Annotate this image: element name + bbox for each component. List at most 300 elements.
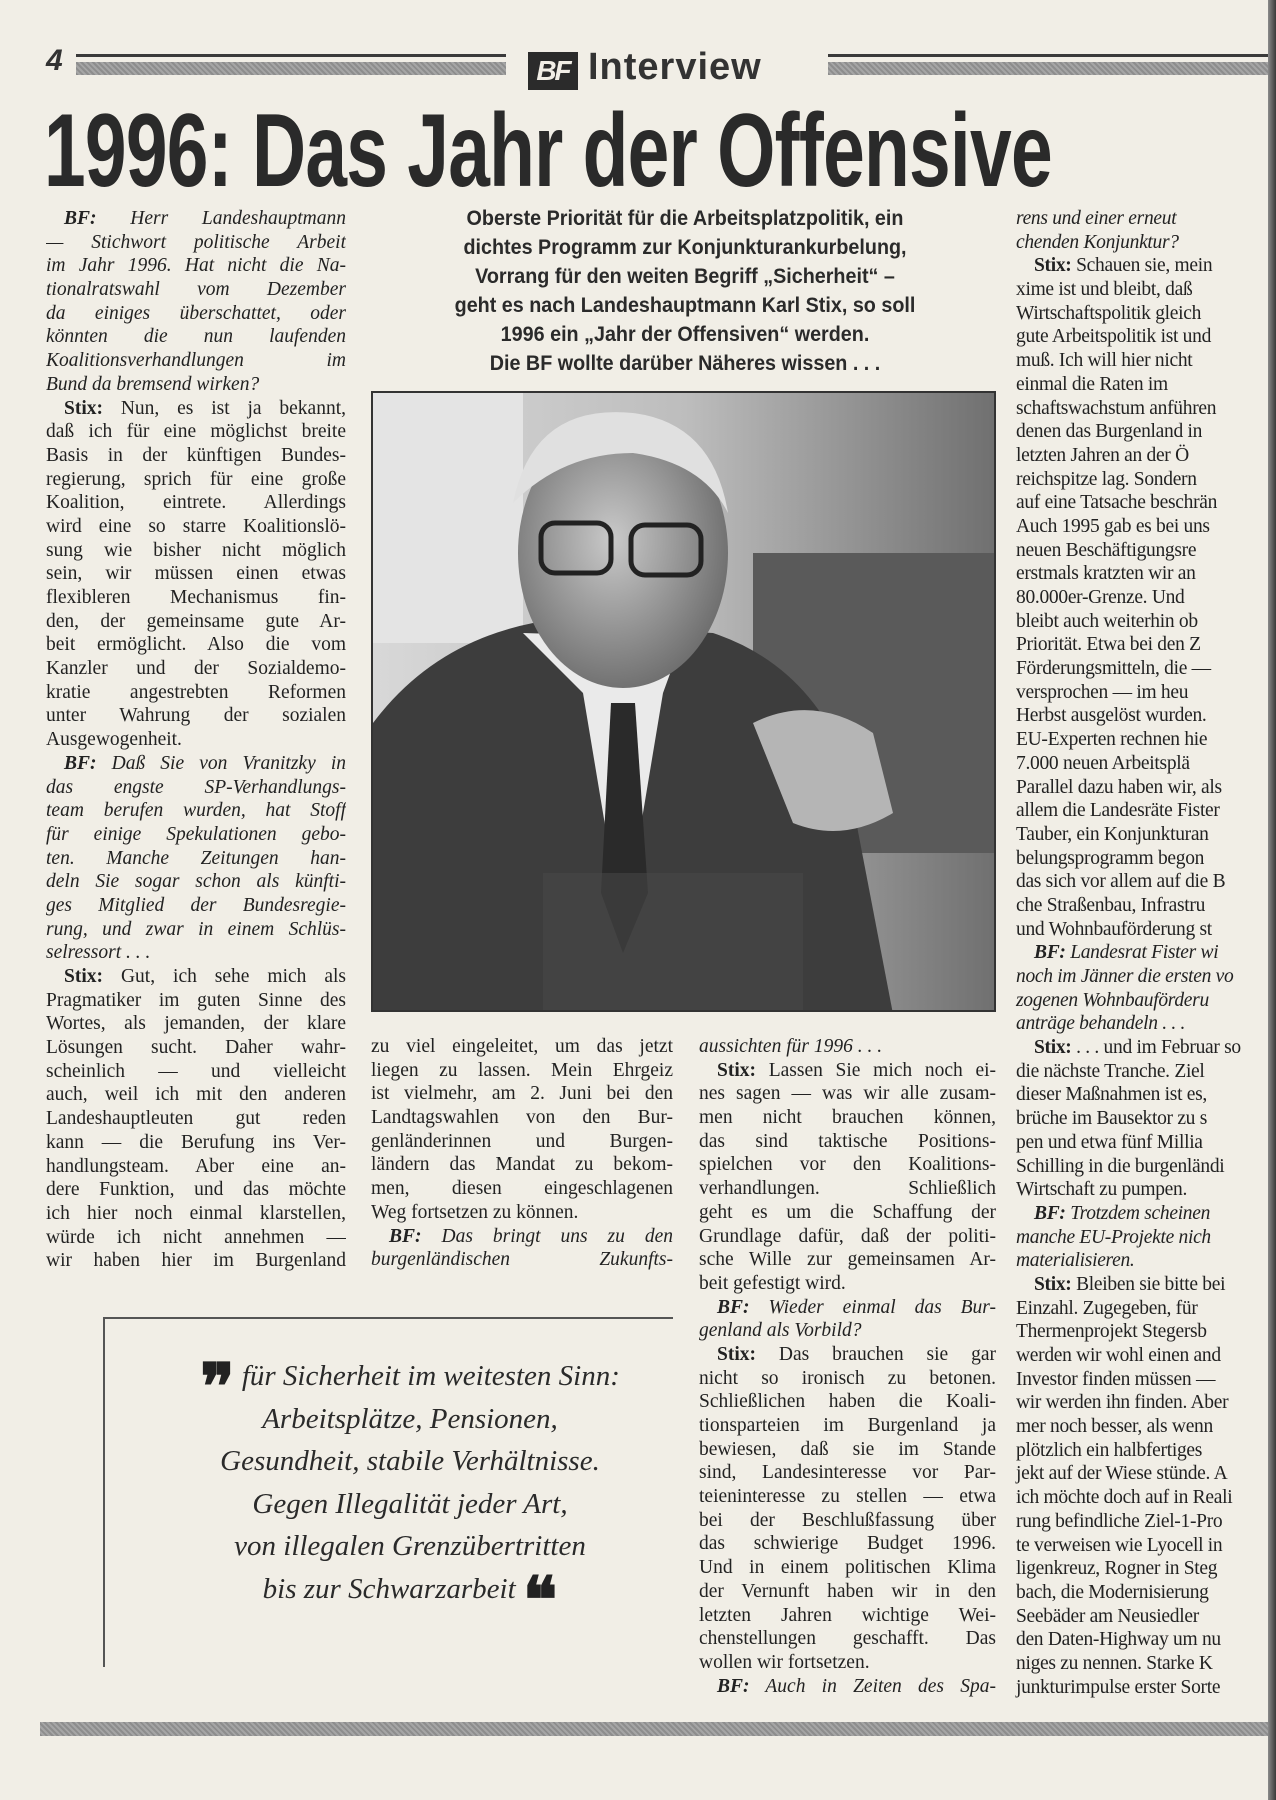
text-line [371,1225,673,1249]
text-line [699,1556,996,1580]
text-line [46,776,346,800]
line-text: men nicht brauchen können, [699,1107,996,1129]
text-line [46,1178,346,1202]
line-text: werden wir wohl einen and [1016,1345,1221,1366]
line-text: Koalitionsverhandlungen im [46,350,346,372]
text-line [699,1414,996,1438]
line-text: kratie angestrebten Reformen [46,681,346,703]
text-line [1016,1581,1266,1605]
line-text: Schilling in die burgenländi [1016,1155,1225,1177]
line-text: chenden Konjunktur? [1016,231,1179,253]
deck-line: Vorrang für den weiten Begriff „Sicherheit“ – [475,265,895,288]
footer-bar [40,1722,1268,1736]
answer-paragraph [1016,1036,1266,1202]
line-text: Landtagswahlen von den Bur- [371,1107,673,1129]
line-text: Lassen Sie mich noch ei- [768,1059,996,1081]
text-line [1016,1273,1266,1297]
line-text: liegen zu lassen. Mein Ehrgeiz [371,1059,673,1081]
line-text: plötzlich ein halbfertiges [1016,1439,1203,1461]
line-text: che Straßenbau, Infrastru [1016,894,1206,916]
line-text: und Wohnbauförderung st [1016,918,1212,940]
line-text: verhandlungen. Schließlich [699,1178,996,1200]
question-paragraph [1016,941,1266,1036]
line-text: das sich vor allem auf die B [1016,871,1226,893]
text-line [699,1438,996,1462]
speaker-label: Stix: [1034,1037,1072,1059]
text-line [699,1461,996,1485]
line-text: letzten Jahren wichtige Wei- [699,1604,996,1626]
text-line [1016,728,1266,752]
line-text: Lösungen sucht. Daher wahr- [46,1037,346,1059]
line-text: für einige Spekulationen gebo- [46,823,346,845]
text-line [1016,1605,1266,1629]
text-line [46,586,346,610]
text-line [371,1106,673,1130]
line-text: kann — die Berufung ins Ver- [46,1131,346,1153]
line-text: regierung, sprich für eine große [46,468,346,490]
text-line [46,1036,346,1060]
text-line [46,847,346,871]
line-text: Bund da bremsend wirken? [46,373,260,395]
text-line [699,1059,996,1083]
line-text: letzten Jahren an der Ö [1016,444,1189,466]
line-text: Ausgewogenheit. [46,729,182,751]
line-text: Koalition, eintrete. Allerdings [46,492,346,514]
line-text: chenstellungen geschafft. Das [699,1628,996,1650]
line-text: Parallel dazu haben wir, als [1016,776,1222,798]
line-text: zogenen Wohnbauförderu [1016,989,1209,1011]
line-text: Priorität. Etwa bei den Z [1016,634,1201,656]
text-line [46,657,346,681]
line-text: niges zu nennen. Starke K [1016,1652,1213,1674]
line-text: Thermenprojekt Stegersb [1016,1321,1207,1343]
text-line [46,325,346,349]
question-paragraph [1016,207,1266,254]
section-title: Interview [588,46,762,88]
text-line [46,515,346,539]
header-rule [828,54,1268,57]
text-line [1016,1510,1266,1534]
text-line [1016,373,1266,397]
answer-paragraph [371,1035,673,1225]
line-text: da einiges überschattet, oder [46,302,346,324]
text-line [1016,941,1266,965]
text-line [699,1248,996,1272]
line-text: — Stichwort politische Arbeit [46,231,346,253]
text-line [1016,586,1266,610]
text-line [46,728,346,752]
text-line [46,610,346,634]
text-line [699,1153,996,1177]
line-text: brüche im Bausektor zu s [1016,1108,1207,1130]
line-text: sche Wille zur gemeinsamen Ar- [699,1249,996,1271]
text-line [46,468,346,492]
text-line [1016,1368,1266,1392]
text-line [46,1131,346,1155]
speaker-label: BF: [64,208,97,229]
line-text: wollen wir fortsetzen. [699,1651,870,1673]
text-line [1016,207,1266,231]
line-text: wir haben hier im Burgenland [46,1250,346,1272]
header-bar [828,62,1268,75]
line-text: sung wie bisher nicht möglich [46,539,346,561]
line-text: geht es um die Schaffung der [699,1201,996,1223]
text-line [699,1367,996,1391]
header-rule [76,54,506,57]
line-text: Einzahl. Zugegeben, für [1016,1297,1198,1319]
line-text: beit ermöglicht. Also die vom [46,634,346,656]
text-line [1016,444,1266,468]
line-text: genland als Vorbild? [699,1320,862,1342]
line-text: genländerinnen und Burgen- [371,1130,673,1152]
line-text: muß. Ich will hier nicht [1016,350,1193,372]
line-text: das schwierige Budget 1996. [699,1533,996,1555]
line-text: Investor finden müssen — [1016,1368,1216,1390]
text-line [1016,302,1266,326]
text-line [1016,1297,1266,1321]
text-line [1016,1344,1266,1368]
text-line [1016,989,1266,1013]
text-line [1016,1415,1266,1439]
line-text: nes sagen — was wir alle zusam- [699,1083,996,1105]
text-line [1016,1107,1266,1131]
text-line [699,1627,996,1651]
text-line [46,1155,346,1179]
text-line [1016,847,1266,871]
line-text: allem die Landesräte Fister [1016,800,1220,822]
line-text: mer noch besser, als wenn [1016,1416,1213,1438]
line-text: nicht so ironisch zu betonen. [699,1367,996,1389]
headline: 1996: Das Jahr der Offensive [44,93,1052,209]
line-text: einmal die Raten im [1016,373,1168,395]
text-line [1016,254,1266,278]
text-line [1016,1462,1266,1486]
pull-quote-line [150,1483,670,1526]
text-line [1016,325,1266,349]
line-text: Seebäder am Neusiedler [1016,1605,1199,1627]
text-line [46,752,346,776]
text-line [699,1343,996,1367]
answer-paragraph [1016,254,1266,941]
deck-text [385,204,985,378]
line-text: Gut, ich sehe mich als [120,966,346,987]
deck-line: geht es nach Landeshauptmann Karl Stix, so soll [454,294,916,317]
text-line [1016,1391,1266,1415]
speaker-label: Stix: [717,1059,756,1081]
text-line [46,989,346,1013]
line-text: Wortes, als jemanden, der klare [46,1013,346,1035]
line-text: sind, Landesinteresse vor Par- [699,1462,996,1484]
text-line [46,278,346,302]
text-line [1016,799,1266,823]
line-text: versprochen — im heu [1016,681,1189,703]
text-line [46,1249,346,1273]
text-line [46,397,346,421]
text-line [1016,1036,1266,1060]
text-line [699,1272,996,1296]
text-line [699,1201,996,1225]
answer-paragraph [699,1343,996,1675]
line-text: ges Mitglied der Bundesregie- [46,894,346,916]
text-line [1016,1320,1266,1344]
text-line [1016,610,1266,634]
question-paragraph [699,1035,996,1059]
line-text: neuen Beschäftigungsre [1016,539,1197,561]
text-line [1016,231,1266,255]
line-text: zu viel eingeleitet, um das jetzt [371,1036,673,1057]
speaker-label: Stix: [717,1343,756,1365]
text-line [46,870,346,894]
text-line [46,444,346,468]
line-text: würde ich nicht annehmen — [46,1226,346,1248]
text-line [699,1390,996,1414]
deck-line: dichtes Programm zur Konjunkturankurbelung, [463,236,907,259]
text-line [1016,633,1266,657]
header-bar [76,62,506,75]
question-paragraph [699,1675,996,1699]
line-text: Herr Landeshauptmann [130,208,346,229]
line-text: flexibleren Mechanismus fin- [46,587,346,608]
line-text: xime ist und bleibt, daß [1016,279,1193,301]
bf-logo: BF [528,52,578,90]
line-text: junkturimpulse erster Sorte [1016,1676,1221,1698]
question-paragraph [699,1296,996,1343]
line-text: Bleiben sie bitte bei [1076,1273,1226,1295]
text-line [46,894,346,918]
line-text: die nächste Tranche. Ziel [1016,1060,1205,1082]
pull-quote-text: von illegalen Grenzübertritten [234,1530,586,1562]
text-line [1016,1676,1266,1700]
text-line [1016,1652,1266,1676]
text-line [699,1532,996,1556]
text-line [46,799,346,823]
line-text: ligenkreuz, Rogner in Steg [1016,1558,1218,1580]
text-line [371,1153,673,1177]
question-paragraph [371,1225,673,1272]
line-text: erstmals kratzten wir an [1016,563,1196,585]
line-text: Wieder einmal das Bur- [768,1296,996,1318]
text-line [699,1651,996,1675]
speaker-label: Stix: [64,966,103,987]
text-line [699,1485,996,1509]
text-line [46,965,346,989]
line-text: reichspitze lag. Sondern [1016,468,1197,490]
line-text: Tauber, ein Konjunkturan [1016,823,1209,845]
line-text: ten. Manche Zeitungen han- [46,847,346,869]
line-text: unter Wahrung der sozialen [46,705,346,727]
line-text: bleibt auch weiterhin ob [1016,610,1198,632]
text-line [46,1107,346,1131]
line-text: sein, wir müssen einen etwas [46,563,346,585]
text-line [699,1296,996,1320]
line-text: anträge behandeln . . . [1016,1013,1186,1035]
text-line [46,254,346,278]
line-text: denen das Burgenland in [1016,421,1203,443]
text-line [1016,420,1266,444]
text-line [1016,657,1266,681]
line-text: der Vernunft haben wir in den [699,1580,996,1602]
text-line [1016,1155,1266,1179]
question-paragraph [1016,1202,1266,1273]
line-text: ist vielmehr, am 2. Juni bei den [371,1083,673,1105]
close-quote-icon: ❝ [522,1564,558,1636]
answer-paragraph [46,397,346,752]
line-text: Basis in der künftigen Bundes- [46,444,346,466]
text-line [371,1248,673,1272]
line-text: ich möchte doch auf in Reali [1016,1487,1233,1509]
text-line [1016,1439,1266,1463]
answer-paragraph [46,965,346,1273]
text-line [46,918,346,942]
answer-paragraph [699,1059,996,1296]
deck-line: 1996 ein „Jahr der Offensiven“ werden. [500,323,870,346]
line-text: EU-Experten rechnen hie [1016,729,1208,751]
line-text: Auch 1995 gab es bei uns [1016,515,1210,537]
text-line [1016,397,1266,421]
text-line [371,1082,673,1106]
line-text: rung befindliche Ziel-1-Pro [1016,1510,1223,1532]
line-text: deln Sie sogar schon als künfti- [46,871,346,893]
text-line [46,1083,346,1107]
line-text: noch im Jänner die ersten vo [1016,966,1234,987]
text-line [1016,776,1266,800]
line-text: manche EU-Projekte nich [1016,1226,1211,1248]
text-line [46,302,346,326]
text-line [46,539,346,563]
line-text: den Daten-Highway um nu [1016,1629,1221,1651]
line-text: Wirtschaftspolitik gleich [1016,302,1202,324]
line-text: Trotzdem scheinen [1070,1202,1211,1224]
line-text: Schauen sie, mein [1076,255,1213,277]
text-line [46,633,346,657]
text-line [371,1130,673,1154]
pull-quote-text: für Sicherheit im weitesten Sinn: [241,1360,620,1392]
photo-image [373,393,996,1012]
line-text: rung, und zwar in einem Schlüs- [46,918,346,940]
pull-quote [150,1352,670,1636]
text-line [371,1035,673,1059]
line-text: Kanzler und der Sozialdemo- [46,658,346,680]
line-text: Pragmatiker im guten Sinne des [46,989,346,1011]
speaker-label: BF: [717,1675,750,1697]
deck-line: Die BF wollte darüber Näheres wissen . . . [489,352,881,375]
text-line [1016,491,1266,515]
text-line [46,704,346,728]
pull-quote-line [150,1564,670,1636]
line-text: ländern das Mandat zu bekom- [371,1154,673,1176]
line-text: selressort . . . [46,942,151,964]
line-text: Wirtschaft zu pumpen. [1016,1179,1188,1201]
text-line [1016,1249,1266,1273]
text-line [46,562,346,586]
line-text: bewiesen, daß sie im Stande [699,1438,996,1460]
text-line [1016,1628,1266,1652]
line-text: beit gefestigt wird. [699,1272,846,1294]
text-line [1016,1012,1266,1036]
pull-quote-text: Gegen Illegalität jeder Art, [252,1487,568,1520]
line-text: Schließlichen haben die Koali- [699,1391,996,1413]
text-line [46,941,346,965]
speaker-label: Stix: [1034,255,1072,277]
text-line [699,1106,996,1130]
line-text: im Jahr 1996. Hat nicht die Na- [46,255,346,277]
line-text: schaftswachstum anführen [1016,397,1217,419]
line-text: pen und etwa fünf Millia [1016,1131,1203,1153]
text-line [1016,1226,1266,1250]
text-line [46,373,346,397]
speaker-label: BF: [1034,1202,1066,1224]
text-line [1016,681,1266,705]
text-line [46,1226,346,1250]
text-line [46,491,346,515]
text-line [699,1580,996,1604]
text-line [1016,468,1266,492]
line-text: wir werden ihn finden. Aber [1016,1392,1229,1414]
line-text: wird eine so starre Koalitionslö- [46,515,346,537]
page-binding-edge [1268,0,1276,1800]
line-text: teieninteresse zu stellen — etwa [699,1486,996,1508]
speaker-label: BF: [1034,942,1066,964]
text-line [699,1319,996,1343]
line-text: burgenländischen Zukunfts- [371,1249,673,1271]
line-text: scheinlich — und vielleicht [46,1060,346,1082]
text-line [46,1202,346,1226]
line-text: aussichten für 1996 . . . [699,1036,883,1057]
text-line [1016,823,1266,847]
text-line [699,1675,996,1699]
text-line [1016,1202,1266,1226]
line-text: Daß Sie von Vranitzky in [111,752,346,774]
answer-paragraph [1016,1273,1266,1699]
text-line [1016,1557,1266,1581]
text-line [371,1177,673,1201]
line-text: ich hier noch einmal klarstellen, [46,1202,346,1224]
line-text: jekt auf der Wiese stünde. A [1016,1463,1228,1485]
line-text: spielchen vor den Koalitions- [699,1154,996,1176]
question-paragraph [46,752,346,965]
text-line [699,1509,996,1533]
line-text: das sind taktische Positions- [699,1130,996,1152]
line-text: Herbst ausgelöst wurden. [1016,705,1207,727]
text-line [1016,918,1266,942]
page-number: 4 [46,44,63,77]
line-text: daß ich für eine möglichst breite [46,421,346,443]
line-text: Auch in Zeiten des Spa- [765,1675,996,1697]
article-column-4 [1016,207,1266,1699]
text-line [46,1060,346,1084]
line-text: handlungsteam. Aber eine an- [46,1155,346,1177]
article-column-3 [699,1035,996,1698]
text-line [1016,562,1266,586]
line-text: Das bringt uns zu den [441,1225,673,1247]
text-line [46,207,346,231]
line-text: Und in einem politischen Klima [699,1557,996,1579]
article-column-2 [371,1035,673,1272]
pull-quote-line [150,1525,670,1568]
text-line [46,420,346,444]
text-line [699,1130,996,1154]
speaker-label: Stix: [1034,1273,1072,1295]
text-line [46,231,346,255]
text-line [699,1035,996,1059]
pull-quote-line [150,1440,670,1483]
line-text: dieser Maßnahmen ist es, [1016,1084,1207,1106]
line-text: team berufen wurden, hat Stoff [46,800,346,822]
text-line [1016,349,1266,373]
line-text: Förderungsmitteln, die — [1016,658,1211,680]
line-text: 80.000er-Grenze. Und [1016,587,1185,608]
line-text: auf eine Tatsache beschrän [1016,492,1218,514]
